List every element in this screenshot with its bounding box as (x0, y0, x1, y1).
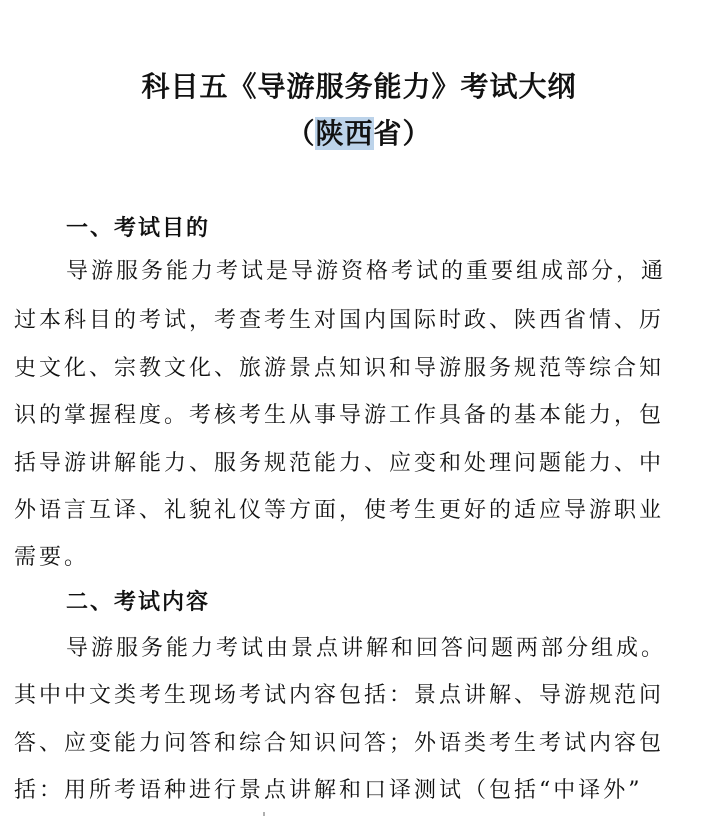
paragraph-line: 需要。 (14, 545, 90, 570)
text-cursor-mark (263, 812, 265, 816)
paragraph-line: 导游服务能力考试是导游资格考试的重要组成部分，通 (66, 259, 667, 284)
paragraph-line: 外语言互译、礼貌礼仪等方面，使考生更好的适应导游职业 (14, 498, 665, 523)
paragraph-line: 识的掌握程度。考核考生从事导游工作具备的基本能力，包 (14, 403, 665, 428)
subtitle-open-paren: （ (286, 117, 316, 150)
section-heading-exam-purpose: 一、考试目的 (66, 216, 211, 241)
paragraph-line: 其中中文类考生现场考试内容包括：景点讲解、导游规范问 (14, 683, 665, 708)
paragraph-line: 答、应变能力问答和综合知识问答；外语类考生考试内容包 (14, 731, 665, 756)
paragraph-line: 过本科目的考试，考查考生对国内国际时政、陕西省情、历 (14, 308, 665, 333)
subtitle-rest: 省） (373, 117, 432, 150)
paragraph-line: 括导游讲解能力、服务规范能力、应变和处理问题能力、中 (14, 451, 665, 476)
document-subtitle (0, 116, 718, 152)
paragraph-line: 史文化、宗教文化、旅游景点知识和导游服务规范等综合知 (14, 356, 665, 381)
document-title: 科目五《导游服务能力》考试大纲 (141, 70, 577, 103)
paragraph-line: 导游服务能力考试由景点讲解和回答问题两部分组成。 (66, 636, 667, 661)
paragraph-line: 括：用所考语种进行景点讲解和口译测试（包括“中译外” (14, 778, 643, 803)
section-heading-exam-content: 二、考试内容 (66, 590, 211, 615)
selected-text-highlight[interactable]: 陕西 (315, 117, 374, 150)
